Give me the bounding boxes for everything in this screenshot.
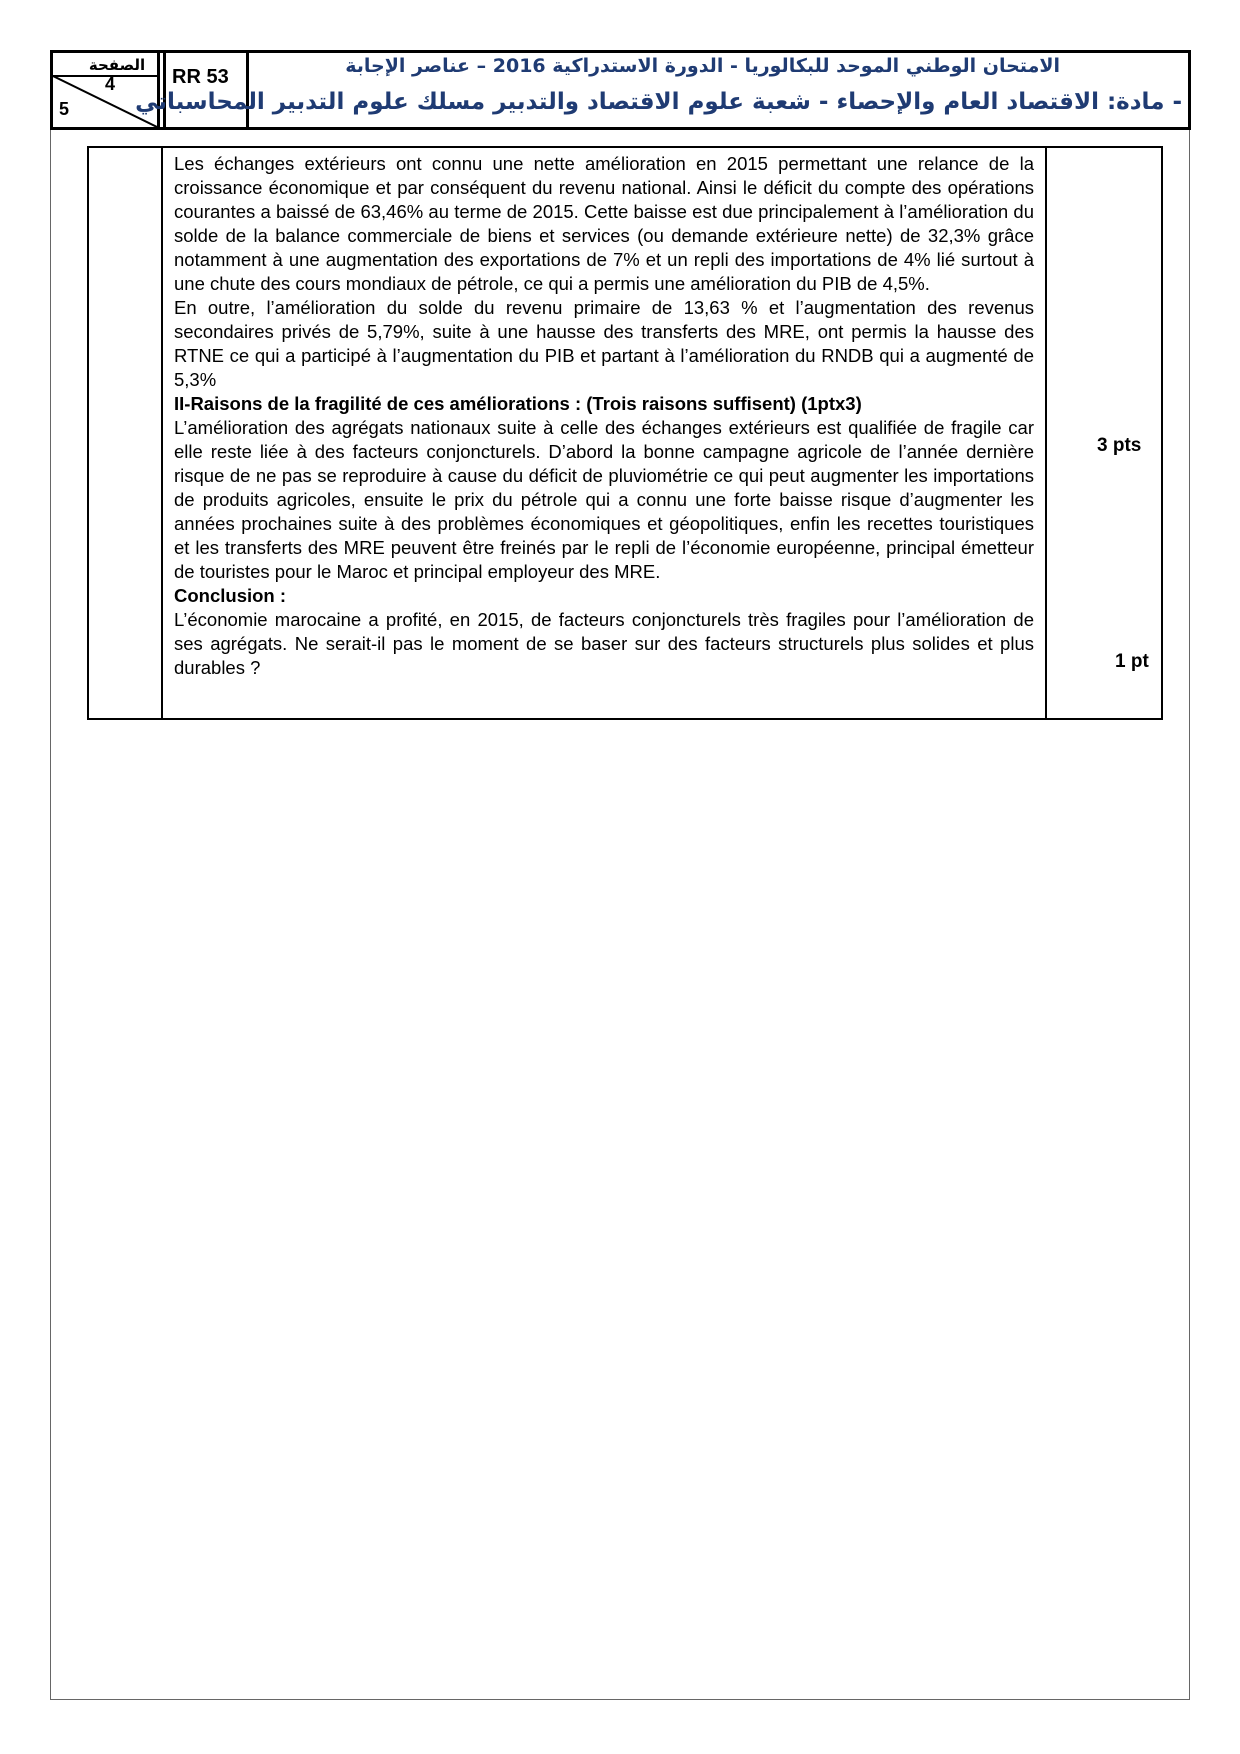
points-column <box>1047 148 1161 718</box>
exam-code: RR 53 <box>172 66 229 88</box>
conclusion-heading: Conclusion : <box>174 585 287 606</box>
exam-title-line2: - مادة: الاقتصاد العام والإحصاء - شعبة علوم الاقتصاد والتدبير مسلك علوم التدبير المحاسباتي <box>135 89 1182 115</box>
answer-text <box>174 152 1034 680</box>
question-column <box>89 148 163 718</box>
conclusion-text: L’économie marocaine a profité, en 2015, de facteurs conjoncturels très fragiles pour l’amélioration de ses agrégats. Ne serait-il pas le moment de se baser sur des facteurs structurels plus solides et plus durables ? <box>174 609 1034 678</box>
section-heading-fragility: II-Raisons de la fragilité de ces améliorations : (Trois raisons suffisent) (1ptx3) <box>174 393 862 414</box>
page-number: 4 <box>105 74 116 94</box>
answer-column <box>163 148 1047 718</box>
page-label: الصفحة <box>88 56 146 74</box>
points-conclusion: 1 pt <box>1115 651 1149 672</box>
exam-header <box>50 50 1191 130</box>
answer-table <box>87 146 1163 720</box>
exam-title-line1: الامتحان الوطني الموحد للبكالوريا - الدورة الاستدراكية 2016 – عناصر الإجابة <box>345 55 1060 77</box>
page-total: 5 <box>59 99 70 119</box>
points-section2: 3 pts <box>1097 435 1142 456</box>
paragraph-income: En outre, l’amélioration du solde du revenu primaire de 13,63 % et l’augmentation des revenus secondaires privés de 5,79%, suite à une hausse des transferts des MRE, ont permis la hausse des RTNE ce qui a participé à l’augmentation du PIB et partant à l’amélioration du RNDB qui a augmenté de 5,3% <box>174 297 1034 390</box>
paragraph-external-trade: Les échanges extérieurs ont connu une nette amélioration en 2015 permettant une relance de la croissance économique et par conséquent du revenu national. Ainsi le déficit du compte des opérations courantes a baissé de 63,46% au terme de 2015. Cette baisse est due principalement à l’amélioration du solde de la balance commerciale de biens et services (ou demande extérieure nette) de 32,3% grâce notamment à une augmentation des exportations de 7% et un repli des importations de 4% lié surtout à une chute des cours mondiaux de pétrole, ce qui a permis une amélioration du PIB de 4,5%. <box>174 153 1034 294</box>
paragraph-fragility: L’amélioration des agrégats nationaux suite à celle des échanges extérieurs est qualifiée de fragile car elle reste liée à des facteurs conjoncturels. D’abord la bonne campagne agricole de l’année dernière risque de ne pas se reproduire à cause du déficit de pluviométrie ce qui peut augmenter les importations de produits agricoles, ensuite le prix du pétrole qui a connu une forte baisse risque d’augmenter les années prochaines suite à des problèmes économiques et géopolitiques, enfin les recettes touristiques et les transferts des MRE peuvent être freinés par le repli de l’économie européenne, principal émetteur de touristes pour le Maroc et principal employeur des MRE. <box>174 417 1034 582</box>
